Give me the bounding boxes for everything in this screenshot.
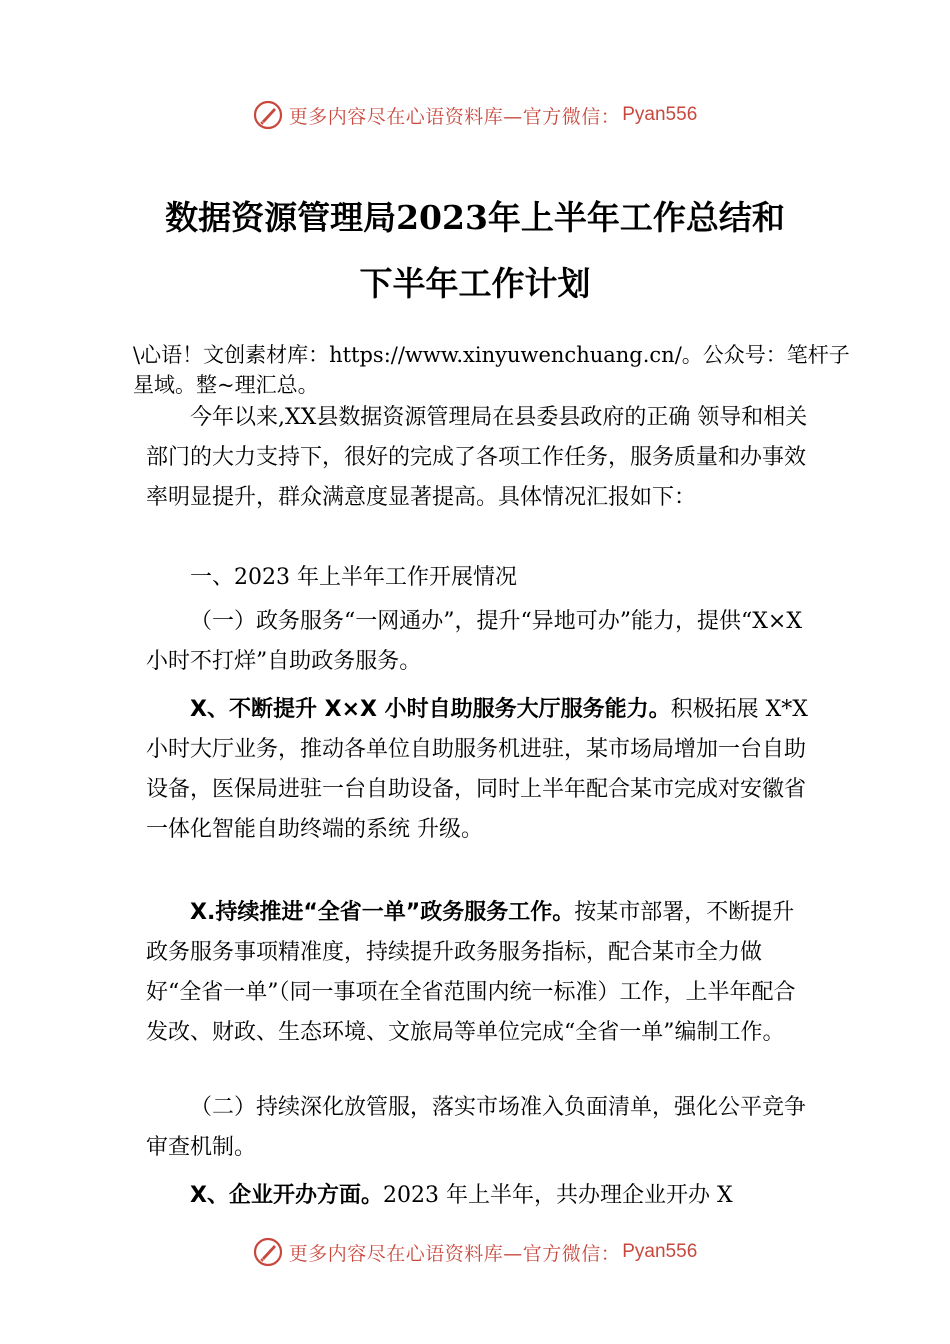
watermark-wechat-id: Pyan556	[622, 1241, 698, 1262]
watermark-slogan: 更多内容尽在心语资料库—官方微信：	[288, 105, 621, 128]
item-1-body: 积极拓展 X*X 小时大厅业务，推动各单位自助服务机进驻，某市场局增加一台自助设备，医保局进驻一台自助设备，同时上半年配合某市完成对安徽省一体化智能自助终端的系统 升级。	[146, 697, 808, 842]
subsection-heading-1: （一）政务服务“一网通办”，提升“异地可办”能力，提供“X×X 小时不打烊”自助政务服务。	[146, 609, 802, 674]
item-2-lead: X.持续推进“全省一单”政务服务工作。	[190, 900, 575, 925]
paragraph-item-3	[146, 1176, 816, 1216]
section-heading-1: 一、2023 年上半年工作开展情况	[190, 565, 517, 590]
item-3-lead: X、企业开办方面。	[190, 1183, 383, 1208]
item-1-lead: X、不断提升 X×X 小时自助服务大厅服务能力。	[190, 697, 671, 722]
watermark-wechat-id: Pyan556	[622, 104, 698, 125]
document-title-line1: 数据资源管理局2023年上半年工作总结和	[165, 198, 785, 237]
paragraph-item-2	[146, 893, 816, 1053]
quill-seal-icon	[253, 1237, 283, 1267]
document-title-line2: 下半年工作计划	[359, 264, 591, 303]
quill-seal-icon	[253, 100, 283, 130]
watermark-banner-top	[0, 95, 950, 135]
watermark-banner-bottom	[0, 1232, 950, 1272]
source-note: \心语！文创素材库：https://www.xinyuwenchuang.cn/。公众号：笔杆子星域。整~理汇总。	[133, 343, 850, 397]
subsection-heading-2: （二）持续深化放管服，落实市场准入负面清单，强化公平竞争审查机制。	[146, 1095, 807, 1160]
item-2-body: 按某市部署，不断提升政务服务事项精准度，持续提升政务服务指标，配合某市全力做好“全省一单”（同一事项在全省范围内统一标准）工作，上半年配合发改、财政、生态环境、文旅局等单位完成“全省一单”编制工作。	[146, 900, 796, 1045]
item-3-body: 2023 年上半年，共办理企业开办 X	[382, 1183, 733, 1208]
watermark-slogan: 更多内容尽在心语资料库—官方微信：	[288, 1242, 621, 1265]
intro-paragraph: 今年以来,XX县数据资源管理局在县委县政府的正确 领导和相关部门的大力支持下，很好的完成了各项工作任务，服务质量和办事效率明显提升，群众满意度显著提高。具体情况汇报如下：	[146, 405, 808, 510]
paragraph-item-1	[146, 690, 816, 850]
